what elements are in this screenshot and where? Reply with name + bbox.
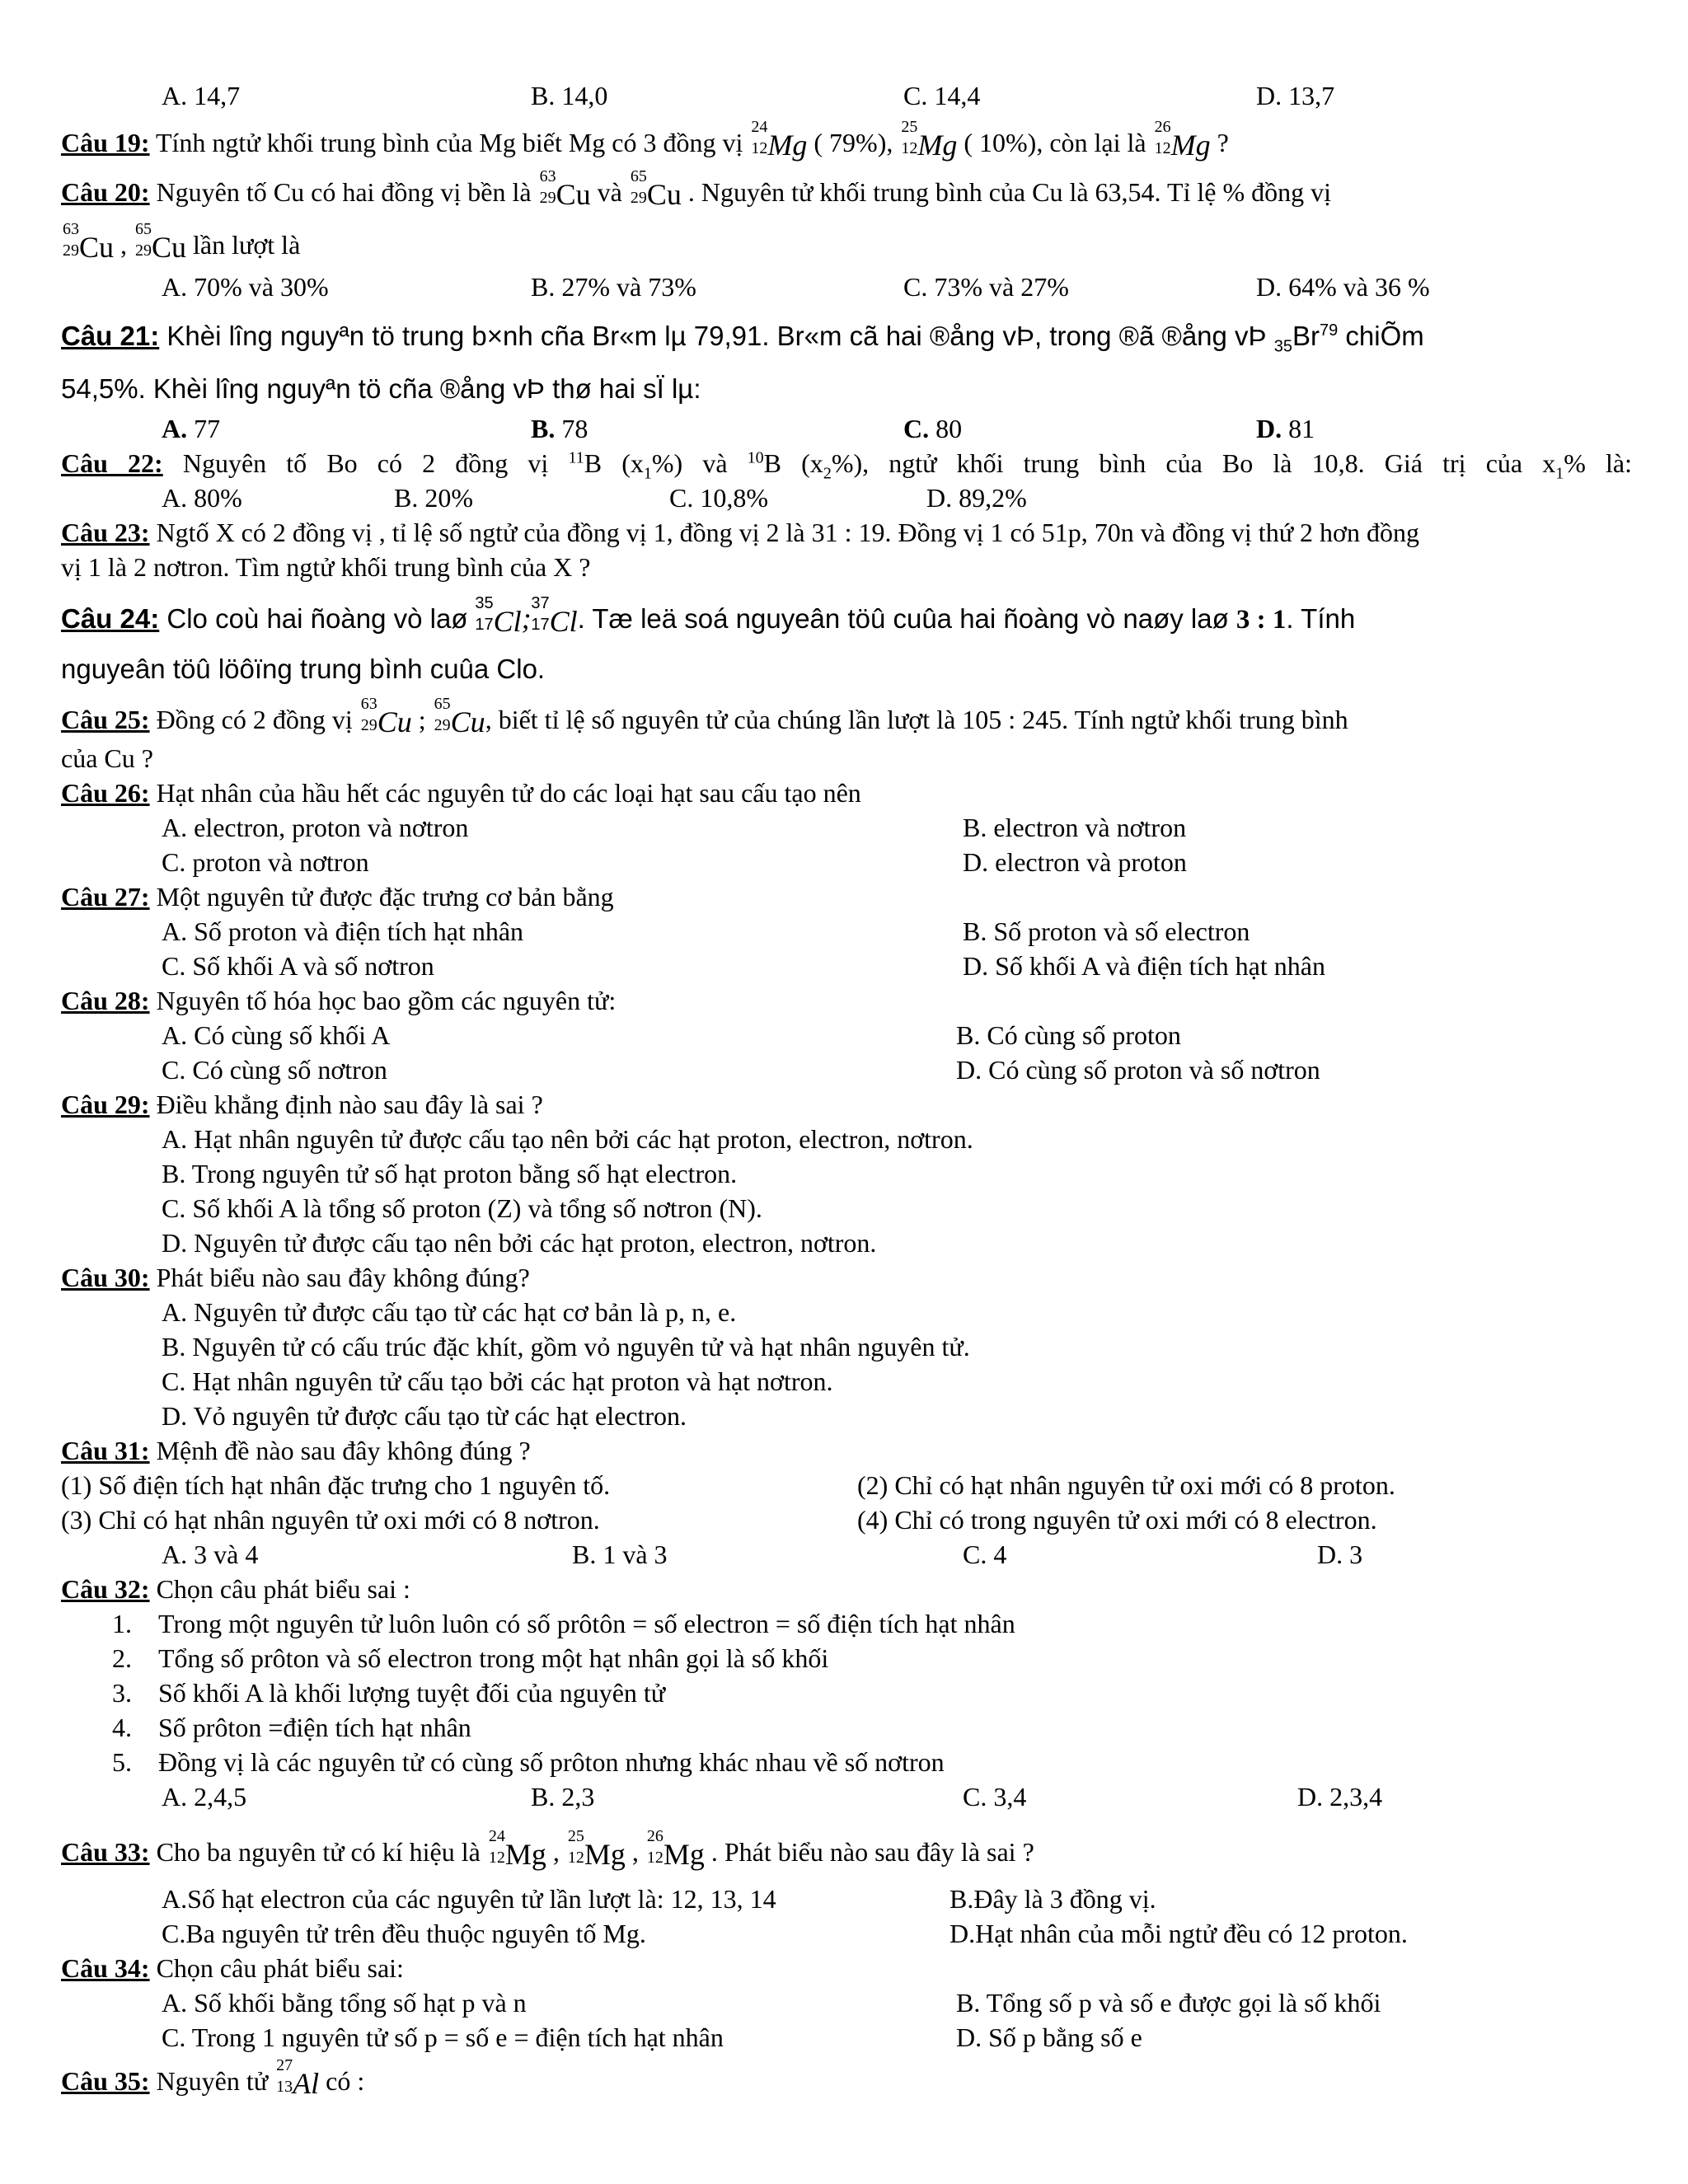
option-a: A. Số khối bằng tổng số hạt p và n bbox=[162, 1988, 527, 2018]
option-a: A. 70% và 30% bbox=[162, 272, 329, 302]
list-item: 3. Số khối A là khối lượng tuyệt đối của nguyên tử bbox=[112, 1678, 666, 1708]
option-d: D.Hạt nhân của mỗi ngtử đều có 12 proton. bbox=[950, 1919, 1408, 1948]
question-label: Câu 31: bbox=[61, 1436, 150, 1465]
isotope-mg25: 25 12 Mg bbox=[567, 1827, 626, 1871]
question-text: ( 10%), còn lại là bbox=[957, 128, 1153, 157]
question-text: Nguyên tố hóa học bao gồm các nguyên tử: bbox=[149, 986, 617, 1015]
isotope-cl35: 35 17 Cl bbox=[475, 594, 522, 638]
question-text: Tính ngtử khối trung bình của Mg biết Mg có 3 đồng vị bbox=[149, 128, 750, 157]
question-label: Câu 19: bbox=[61, 128, 150, 157]
question-label: Câu 20: bbox=[61, 177, 150, 207]
question-20-line2 bbox=[61, 220, 301, 265]
question-32 bbox=[61, 1572, 410, 1605]
option-d: D. 64% và 36 % bbox=[1256, 272, 1430, 302]
isotope-cu65: 65 29 Cu bbox=[135, 220, 187, 264]
option-a: A.Số hạt electron của các nguyên tử lần lượt là: 12, 13, 14 bbox=[162, 1884, 776, 1914]
option-b: B. Tổng số p và số e được gọi là số khối bbox=[956, 1988, 1381, 2018]
option-a: A. electron, proton và nơtron bbox=[162, 813, 469, 842]
question-label: Câu 25: bbox=[61, 705, 150, 734]
option-c: C. Số khối A và số nơtron bbox=[162, 951, 434, 981]
option-c: C. 14,4 bbox=[903, 81, 981, 110]
list-item: 4. Số prôton =điện tích hạt nhân bbox=[112, 1713, 471, 1742]
option-b: B. electron và nơtron bbox=[963, 813, 1187, 842]
option-d: D. Số p bằng số e bbox=[956, 2022, 1142, 2052]
option-b: B. 1 và 3 bbox=[572, 1540, 668, 1569]
isotope-cu65: 65 29 Cu bbox=[630, 167, 682, 211]
question-text: ? bbox=[1210, 128, 1229, 157]
option-b: B. 14,0 bbox=[531, 81, 608, 110]
isotope-cu63: 63 29 Cu bbox=[63, 220, 115, 264]
option-d: D. Vỏ nguyên tử được cấu tạo từ các hạt electron. bbox=[162, 1401, 687, 1431]
question-24-line2: nguyeân töû löôïng trung bình cuûa Clo. bbox=[61, 654, 546, 684]
question-26 bbox=[61, 776, 861, 809]
question-29 bbox=[61, 1088, 543, 1121]
question-text: , bbox=[114, 230, 134, 260]
option-b: B. Có cùng số proton bbox=[956, 1020, 1181, 1050]
isotope-mg26: 26 12 Mg bbox=[1154, 118, 1211, 162]
question-22: Câu 22: Nguyên tố Bo có 2 đồng vị $^{11}$B $(x_1\%)$ và $^{10}$B $(x_2\%)$, ngtử khối trung bình của Bo là 10,8. Giá trị của $x_1\%$ là: bbox=[61, 448, 1633, 483]
question-text: Hạt nhân của hầu hết các nguyên tử do các loại hạt sau cấu tạo nên bbox=[149, 778, 861, 808]
option-c: C. 80 bbox=[903, 414, 963, 443]
question-label: Câu 32: bbox=[61, 1574, 150, 1604]
question-25-line2: của Cu ? bbox=[61, 743, 153, 773]
question-label: Câu 29: bbox=[61, 1090, 150, 1119]
question-text: . Nguyên tử khối trung bình của Cu là 63,54. Tỉ lệ % đồng vị bbox=[681, 177, 1332, 207]
option-a: A. 14,7 bbox=[162, 81, 241, 110]
question-label: Câu 27: bbox=[61, 882, 150, 912]
option-c: C.Ba nguyên tử trên đều thuộc nguyên tố Mg. bbox=[162, 1919, 646, 1948]
list-item: 5. Đồng vị là các nguyên tử có cùng số prôton nhưng khác nhau về số nơtron bbox=[112, 1747, 945, 1777]
question-label: Câu 23: bbox=[61, 518, 150, 547]
option-c: C. 10,8% bbox=[669, 483, 768, 513]
question-27 bbox=[61, 880, 614, 913]
question-21 bbox=[61, 320, 1424, 356]
statement-3: (3) Chỉ có hạt nhân nguyên tử oxi mới có 8 nơtron. bbox=[61, 1505, 600, 1535]
option-c: C. 73% và 27% bbox=[903, 272, 1069, 302]
option-a: A. 2,4,5 bbox=[162, 1782, 247, 1811]
option-d: D. Nguyên tử được cấu tạo nên bởi các hạt proton, electron, nơtron. bbox=[162, 1228, 877, 1258]
question-text: Chọn câu phát biểu sai : bbox=[149, 1574, 410, 1604]
option-d: D. 3 bbox=[1317, 1540, 1363, 1569]
isotope-cu63: 63 29 Cu bbox=[539, 167, 591, 211]
isotope-cu63: 63 29 Cu bbox=[360, 695, 412, 738]
option-b: B. 2,3 bbox=[531, 1782, 595, 1811]
question-text: Điều khẳng định nào sau đây là sai ? bbox=[149, 1090, 543, 1119]
isotope-mg24: 24 12 Mg bbox=[488, 1827, 546, 1871]
option-a: A. Nguyên tử được cấu tạo từ các hạt cơ bản là p, n, e. bbox=[162, 1297, 737, 1327]
question-text: Ngtố X có 2 đồng vị , tỉ lệ số ngtử của đồng vị 1, đồng vị 2 là 31 : 19. Đồng vị 1 có 51p, 70n và đồng vị thứ 2 hơn đồng bbox=[149, 518, 1419, 547]
question-label: Câu 22: bbox=[61, 448, 163, 478]
isotope-mg25: 25 12 Mg bbox=[901, 118, 958, 162]
question-19 bbox=[61, 118, 1229, 162]
question-label: Câu 21: bbox=[61, 321, 160, 351]
question-text: Nguyên tố Cu có hai đồng vị bền là bbox=[149, 177, 538, 207]
question-text: Mệnh đề nào sau đây không đúng ? bbox=[149, 1436, 531, 1465]
question-text: Chọn câu phát biểu sai: bbox=[149, 1953, 404, 1983]
option-a: A. 77 bbox=[162, 414, 221, 443]
option-b: B. 27% và 73% bbox=[531, 272, 696, 302]
question-25: Câu 25: Đồng có 2 đồng vị 63 29 Cu ; 65 29 Cu, biết tỉ lệ số nguyên tử của chúng lần lượt là 105 : 245. Tính ngtử khối trung bình bbox=[61, 695, 1348, 738]
question-text: Khèi lîng nguyªn tö trung b×nh cña Br«m lµ 79,91. Br«m cã hai ®ång vÞ, trong ®ã ®ång vÞ bbox=[159, 321, 1274, 351]
option-a: A. 3 và 4 bbox=[162, 1540, 259, 1569]
question-24: Câu 24: Clo coù hai ñoàng vò laø 35 17 Cl; 37 17 Cl. Tæ leä soá nguyeân töû cuûa hai ñoàng vò naøy laø 3 : 1. Tính bbox=[61, 594, 1356, 638]
question-label: Câu 28: bbox=[61, 986, 150, 1015]
question-label: Câu 30: bbox=[61, 1263, 150, 1292]
isotope-mg24: 24 12 Mg bbox=[751, 118, 808, 162]
question-20 bbox=[61, 167, 1332, 212]
statement-1: (1) Số điện tích hạt nhân đặc trưng cho 1 nguyên tố. bbox=[61, 1470, 611, 1500]
option-c: C. Trong 1 nguyên tử số p = số e = điện tích hạt nhân bbox=[162, 2022, 724, 2052]
option-a: A. 80% bbox=[162, 483, 242, 513]
option-c: C. 4 bbox=[963, 1540, 1007, 1569]
option-b: B.Đây là 3 đồng vị. bbox=[950, 1884, 1156, 1914]
mass-number: 79 bbox=[1320, 321, 1339, 340]
question-text: lần lượt là bbox=[186, 230, 301, 260]
option-d: D. Số khối A và điện tích hạt nhân bbox=[963, 951, 1325, 981]
option-c: C. Hạt nhân nguyên tử cấu tạo bởi các hạt proton và hạt nơtron. bbox=[162, 1366, 833, 1396]
option-d: D. Có cùng số proton và số nơtron bbox=[956, 1055, 1320, 1085]
question-23 bbox=[61, 516, 1419, 549]
question-label: Câu 24: bbox=[61, 603, 160, 634]
question-text: Một nguyên tử được đặc trưng cơ bản bằng bbox=[149, 882, 614, 912]
option-a: A. Hạt nhân nguyên tử được cấu tạo nên bởi các hạt proton, electron, nơtron. bbox=[162, 1124, 973, 1154]
option-c: C. 3,4 bbox=[963, 1782, 1027, 1811]
option-d: D. 89,2% bbox=[926, 483, 1027, 513]
option-d: D. electron và proton bbox=[963, 847, 1187, 877]
statement-2: (2) Chỉ có hạt nhân nguyên tử oxi mới có 8 proton. bbox=[857, 1470, 1395, 1500]
element-symbol: Br bbox=[1292, 321, 1320, 351]
option-b: B. Trong nguyên tử số hạt proton bằng số hạt electron. bbox=[162, 1159, 738, 1188]
question-35: Câu 35: Nguyên tử 27 13 Al có : bbox=[61, 2056, 365, 2100]
question-text: ( 79%), bbox=[807, 128, 900, 157]
question-text: Phát biểu nào sau đây không đúng? bbox=[149, 1263, 530, 1292]
option-b: B. 20% bbox=[394, 483, 473, 513]
question-30 bbox=[61, 1261, 530, 1294]
option-c: C. proton và nơtron bbox=[162, 847, 369, 877]
question-label: Câu 26: bbox=[61, 778, 150, 808]
question-31 bbox=[61, 1434, 531, 1467]
question-33: Câu 33: Cho ba nguyên tử có kí hiệu là 24 12 Mg , 25 12 Mg , 26 12 Mg . Phát biểu nào sau đây là sai ? bbox=[61, 1827, 1034, 1871]
question-text: và bbox=[590, 177, 629, 207]
question-34 bbox=[61, 1952, 404, 1985]
option-c: C. Số khối A là tổng số proton (Z) và tổng số nơtron (N). bbox=[162, 1193, 762, 1223]
question-21-line2: 54,5%. Khèi lîng nguyªn tö cña ®ång vÞ thø hai sÏ lµ: bbox=[61, 373, 701, 404]
option-b: B. Số proton và số electron bbox=[963, 916, 1250, 946]
atomic-number: 35 bbox=[1273, 337, 1292, 356]
list-item: 1. Trong một nguyên tử luôn luôn có số prôtôn = số electron = số điện tích hạt nhân bbox=[112, 1609, 1015, 1638]
question-label: Câu 34: bbox=[61, 1953, 150, 1983]
option-b: B. 78 bbox=[531, 414, 588, 443]
option-d: D. 81 bbox=[1256, 414, 1315, 443]
list-item: 2. Tổng số prôton và số electron trong một hạt nhân gọi là số khối bbox=[112, 1643, 829, 1673]
question-label: Câu 33: bbox=[61, 1837, 150, 1867]
option-a: A. Số proton và điện tích hạt nhân bbox=[162, 916, 524, 946]
option-a: A. Có cùng số khối A bbox=[162, 1020, 391, 1050]
option-d: D. 2,3,4 bbox=[1297, 1782, 1383, 1811]
option-d: D. 13,7 bbox=[1256, 81, 1335, 110]
option-b: B. Nguyên tử có cấu trúc đặc khít, gồm vỏ nguyên tử và hạt nhân nguyên tử. bbox=[162, 1332, 970, 1361]
question-label: Câu 35: bbox=[61, 2066, 150, 2096]
isotope-al27: 27 13 Al bbox=[276, 2056, 320, 2100]
option-c: C. Có cùng số nơtron bbox=[162, 1055, 387, 1085]
question-28 bbox=[61, 984, 616, 1017]
isotope-cu65: 65 29 Cu bbox=[434, 695, 485, 738]
isotope-mg26: 26 12 Mg bbox=[646, 1827, 705, 1871]
question-23-line2: vị 1 là 2 nơtron. Tìm ngtử khối trung bình của X ? bbox=[61, 552, 591, 582]
question-text: chiÕm bbox=[1338, 321, 1424, 351]
isotope-cl37: 37 17 Cl bbox=[531, 594, 578, 638]
statement-4: (4) Chỉ có trong nguyên tử oxi mới có 8 electron. bbox=[857, 1505, 1377, 1535]
